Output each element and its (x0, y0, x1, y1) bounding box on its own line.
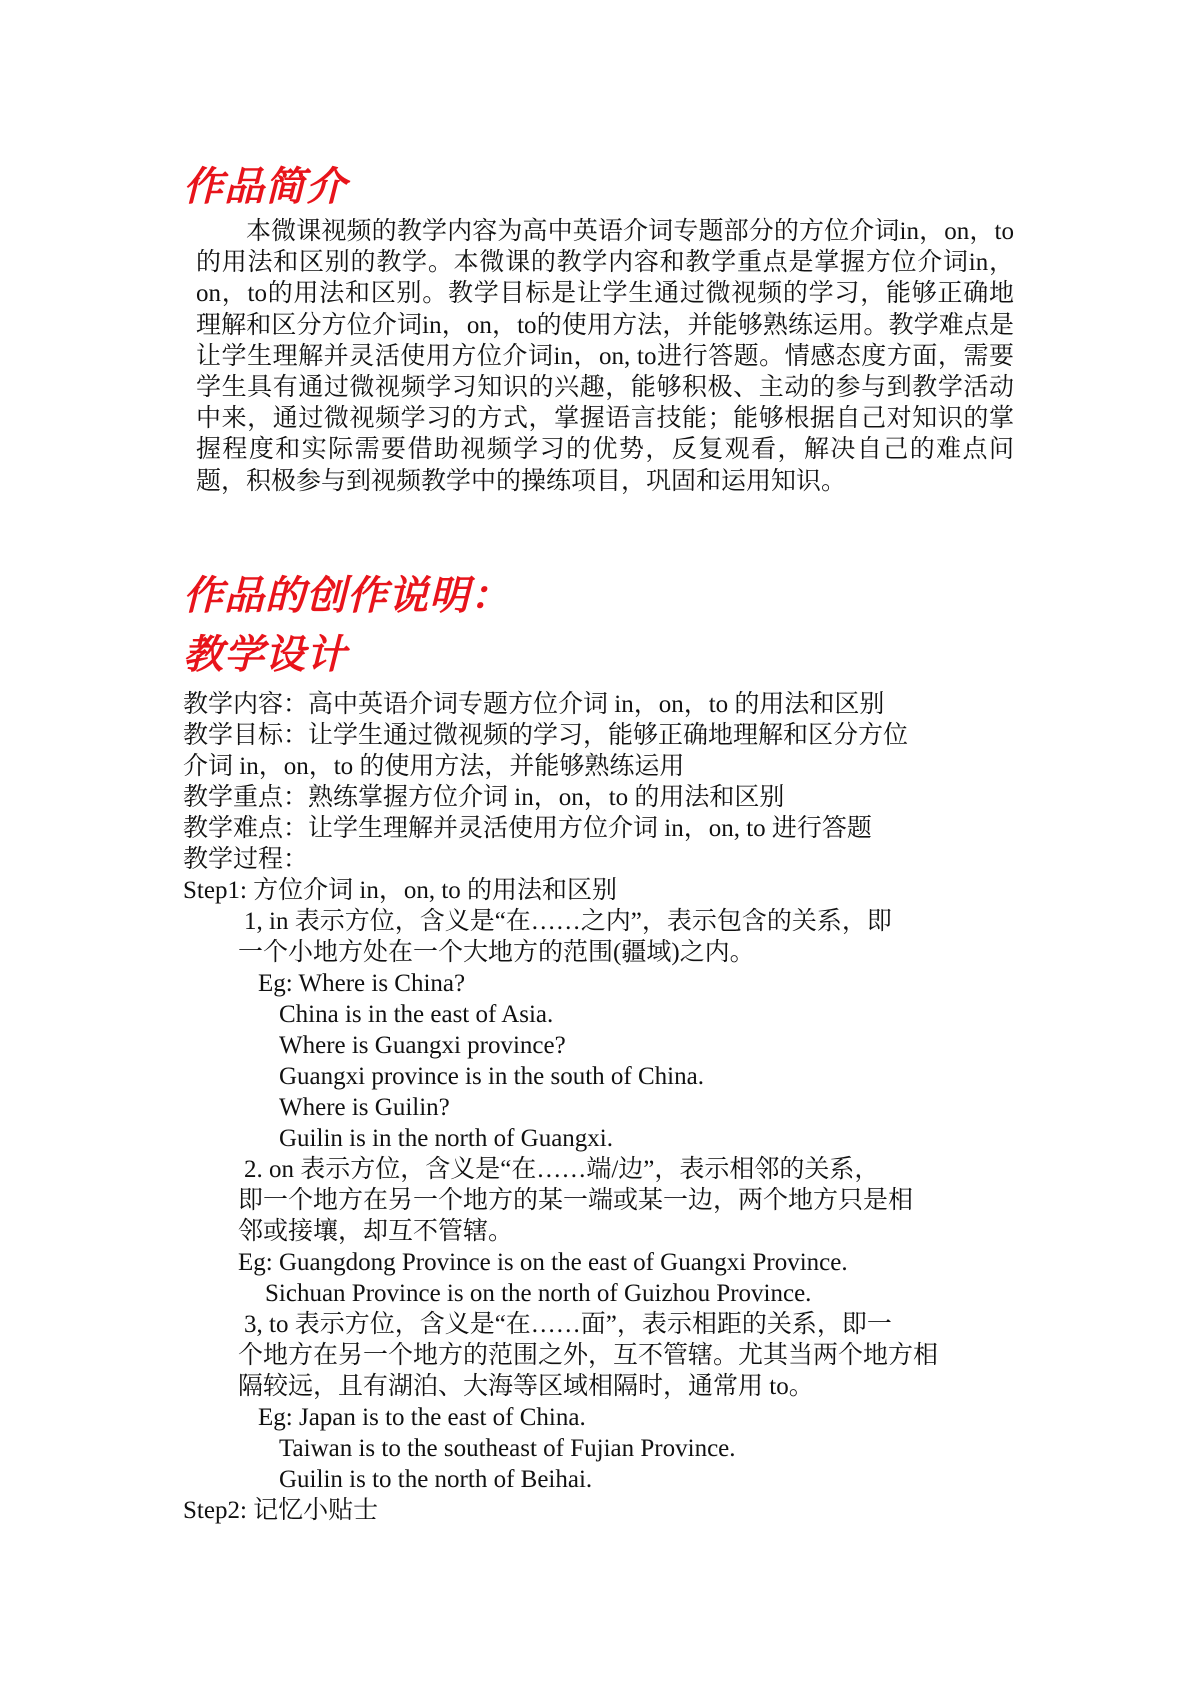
step1-to-line2: 个地方在另一个地方的范围之外，互不管辖。尤其当两个地方相 (238, 1342, 939, 1369)
step2-title: Step2: 记忆小贴士 (183, 1497, 379, 1524)
to-example-line: Eg: Japan is to the east of China. (258, 1404, 586, 1431)
design-goal-line1: 教学目标：让学生通过微视频的学习，能够正确地理解和区分方位 (183, 722, 909, 749)
step1-to-line3: 隔较远，且有湖泊、大海等区域相隔时，通常用 to。 (238, 1373, 814, 1400)
step1-to-line1: 3, to 表示方位，含义是“在……面”，表示相距的关系，即一 (244, 1311, 892, 1338)
design-focus: 教学重点：熟练掌握方位介词 in，on，to 的用法和区别 (183, 784, 785, 811)
in-example-line: Eg: Where is China? (258, 970, 466, 997)
intro-paragraph: 本微课视频的教学内容为高中英语介词专题部分的方位介词in，on，to的用法和区别的教学。本微课的教学内容和教学重点是掌握方位介词in，on，to的用法和区别。教学目标是让学生通过微视频的学习，能够正确地理解和区分方位介词in，on，to的使用方法，并能够熟练运用。教学难点是让学生理解并灵活使用方位介词in，on, to进行答题。情感态度方面，需要学生具有通过微视频学习知识的兴趣，能够积极、主动的参与到教学活动中来，通过微视频学习的方式，掌握语言技能；能够根据自己对知识的掌握程度和实际需要借助视频学习的优势，反复观看，解决自己的难点问题，积极参与到视频教学中的操练项目，巩固和运用知识。 (196, 218, 1014, 495)
in-example-line: Where is Guilin? (279, 1094, 450, 1121)
to-example-line: Guilin is to the north of Beihai. (279, 1466, 593, 1493)
step1-in-line1: 1, in 表示方位，含义是“在……之内”，表示包含的关系，即 (244, 908, 892, 935)
creation-heading: 作品的创作说明： (183, 573, 511, 619)
design-content: 教学内容：高中英语介词专题方位介词 in，on，to 的用法和区别 (183, 691, 885, 718)
step1-on-line3: 邻或接壤，却互不管辖。 (238, 1218, 514, 1245)
design-difficulty: 教学难点：让学生理解并灵活使用方位介词 in，on, to 进行答题 (183, 815, 872, 842)
design-goal-line2: 介词 in，on，to 的使用方法，并能够熟练运用 (183, 753, 685, 780)
design-heading: 教学设计 (183, 632, 347, 678)
intro-heading: 作品简介 (183, 164, 347, 210)
design-process: 教学过程： (183, 846, 309, 873)
in-example-line: Guangxi province is in the south of China. (279, 1063, 704, 1090)
step1-on-line1: 2. on 表示方位，含义是“在……端/边”，表示相邻的关系， (244, 1156, 880, 1183)
in-example-line: China is in the east of Asia. (279, 1001, 554, 1028)
step1-on-line2: 即一个地方在另一个地方的某一端或某一边，两个地方只是相 (238, 1187, 914, 1214)
step1-title: Step1: 方位介词 in，on, to 的用法和区别 (183, 877, 618, 904)
step1-in-line2: 一个小地方处在一个大地方的范围(疆域)之内。 (238, 939, 755, 966)
on-example-line: Sichuan Province is on the north of Guizhou Province. (265, 1280, 812, 1307)
to-example-line: Taiwan is to the southeast of Fujian Province. (279, 1435, 736, 1462)
in-example-line: Where is Guangxi province? (279, 1032, 566, 1059)
on-example-line: Eg: Guangdong Province is on the east of Guangxi Province. (238, 1249, 848, 1276)
in-example-line: Guilin is in the north of Guangxi. (279, 1125, 613, 1152)
